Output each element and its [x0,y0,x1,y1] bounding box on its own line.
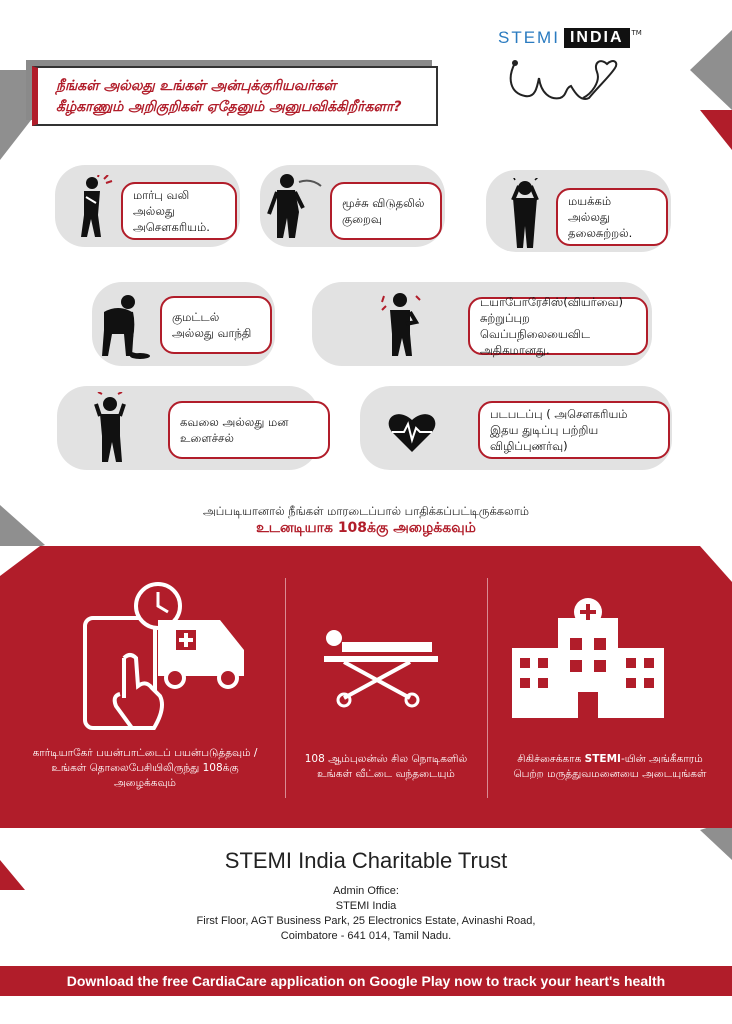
vomiting-person-icon [98,290,158,360]
step-3-text-d: பெற்ற மருத்துவமனையை அடையுங்கள் [513,768,707,780]
address-line-1: First Floor, AGT Business Park, 25 Electronics Estate, Avinashi Road, [196,915,536,927]
step-3-text-a: சிகிச்சைக்காக [517,753,585,765]
step-3-stemi: STEMI [584,753,621,765]
step-3-text-c: -யின் அங்கீகாரம் [620,753,703,765]
hospital-icon [508,598,668,718]
address-line-2: Coimbatore - 641 014, Tamil Nadu. [280,930,452,942]
office-label: Admin Office: [333,885,399,897]
call-108-text: உடனடியாக 108க்கு அழைக்கவும் [256,520,476,536]
trust-name: STEMI India Charitable Trust [224,848,508,873]
trust-address [0,884,732,944]
symptom-text-vomit: குமட்டல் அல்லது வாந்தி [160,296,272,354]
symptom-text-dizzy: மயக்கம் அல்லது தலைசுற்றல். [556,188,668,246]
anxious-person-icon [90,392,135,464]
column-divider [285,578,286,798]
step-2-text: 108 ஆம்புலன்ஸ் சில நொடிகளில் உங்கள் வீட்டை வந்தடையும் [304,753,468,780]
logo-india-text: INDIA [564,28,630,48]
stemi-india-logo [498,28,642,48]
chest-pain-person-icon [68,175,113,240]
symptom-text-breath: மூச்சு விடுதலில் குறைவு [330,182,442,240]
question-line-1: நீங்கள் அல்லது உங்கள் அன்புக்குரியவர்கள் [56,78,337,94]
breathless-person-icon [265,172,325,242]
symptom-text-chest-pain: மார்பு வலி அல்லது அசௌகரியம். [121,182,237,240]
warning-text: அப்படியானால் நீங்கள் மாரடைப்பால் பாதிக்கப்பட்டிருக்கலாம் [203,504,529,518]
symptom-text-sweat: டயாபோரேசிஸ்(வியர்வை) சுற்றுப்புற வெப்பநிலையைவிட அதிகமானது. [468,297,648,355]
heartbeat-icon [388,410,436,454]
stretcher-patient-icon [320,628,440,708]
question-text [56,76,436,118]
step-3-text [496,752,724,782]
logo-stemi-text: STEMI [498,28,560,47]
dizzy-person-icon [505,178,545,250]
stethoscope-heart-icon [505,58,635,108]
column-divider [487,578,488,798]
cardiacare-download-banner[interactable]: Download the free CardiaCare application on Google Play now to track your heart's health [0,966,732,996]
symptom-text-palpitation: படபடப்பு ( அசௌகரியம் இதய துடிப்பு பற்றிய விழிப்புணர்வு) [478,401,670,459]
office-org: STEMI India [335,900,397,912]
symptom-text-anxiety: கவலை அல்லது மன உளைச்சல் [168,401,330,459]
step-1-text: கார்டியாகேர் பயன்பாட்டைப் பயன்படுத்தவும் / உங்கள் தொலைபேசியிலிருந்து 108க்கு அழைக்கவும் [32,747,258,789]
sweating-person-icon [380,290,425,358]
phone-ambulance-clock-icon [80,578,250,738]
logo-tm: TM [631,29,642,37]
question-line-2: கீழ்காணும் அறிகுறிகள் ஏதேனும் அனுபவிக்கிறீர்களா? [56,99,402,115]
